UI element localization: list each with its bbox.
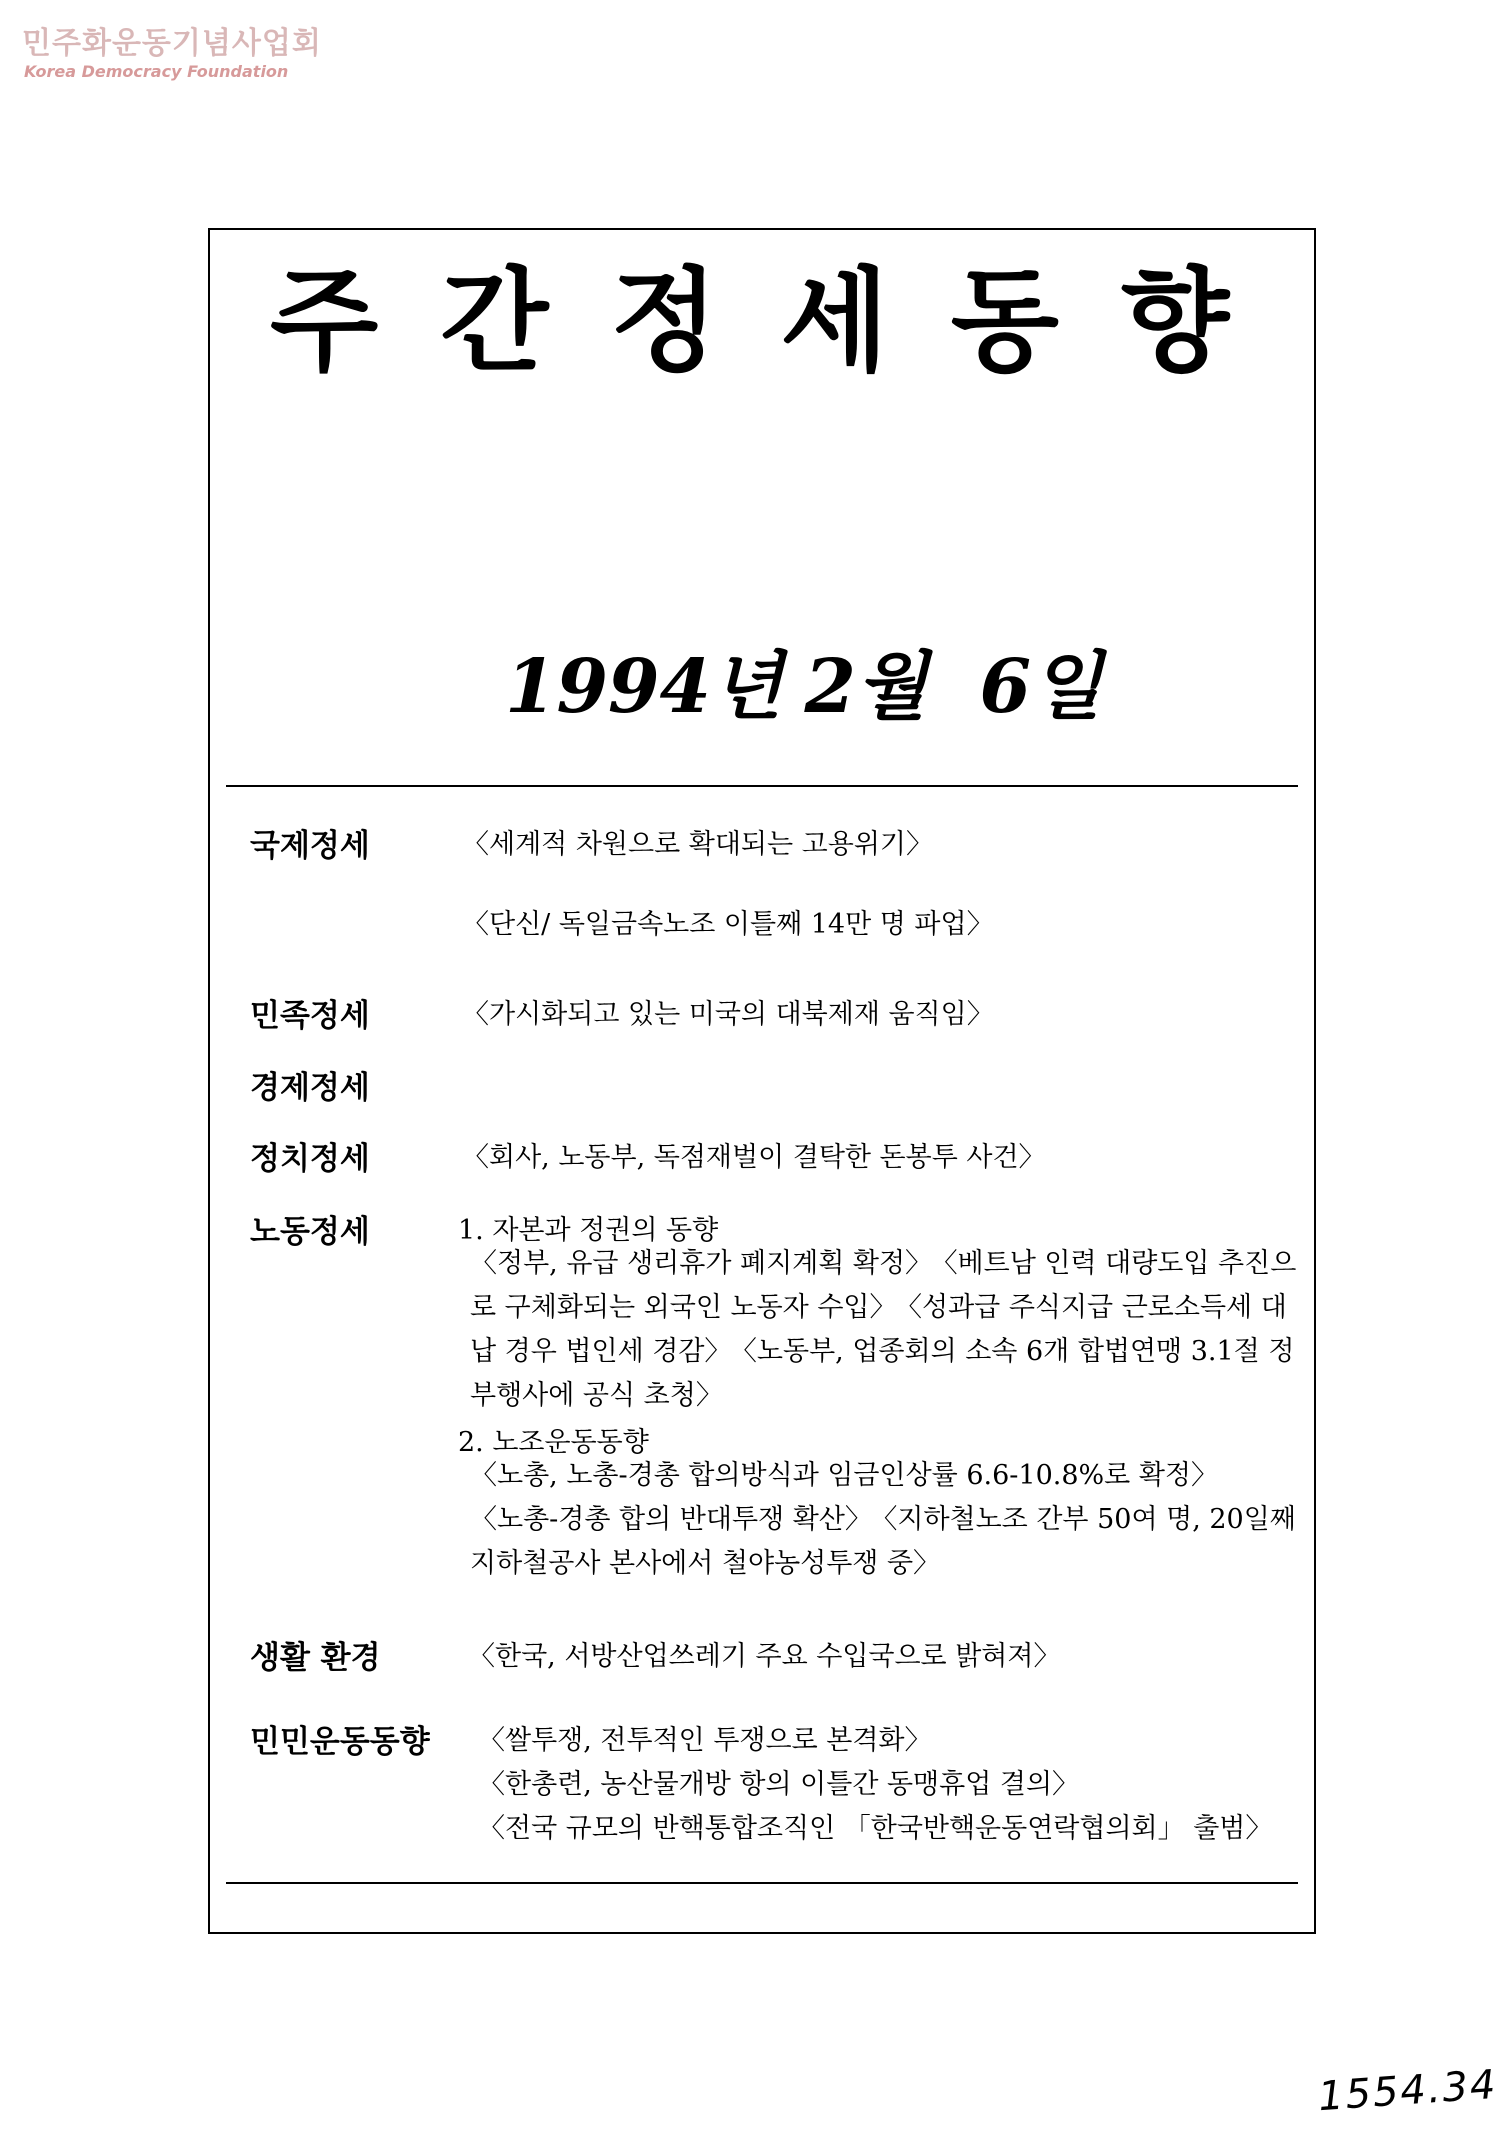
labor-sub2-item-1: 〈노총, 노총-경총 합의방식과 임금인상률 6.6-10.8%로 확정〉 — [470, 1460, 1219, 1491]
labor-sub1-items — [470, 1242, 1300, 1418]
labor-sub1-item-4: 〈노동부, 업종회의 소속 6개 합법연맹 3.1절 정부행사에 공식 초청〉 — [470, 1336, 1295, 1411]
people-item-2: 〈한총련, 농산물개방 항의 이틀간 동맹휴업 결의〉 — [478, 1769, 1080, 1800]
watermark-english: Korea Democracy Foundation — [24, 62, 289, 81]
living-item-1: 〈한국, 서방산업쓰레기 주요 수입국으로 밝혀져〉 — [468, 1641, 1061, 1672]
national-item-1: 〈가시화되고 있는 미국의 대북제재 움직임〉 — [462, 999, 994, 1030]
document-frame — [208, 228, 1316, 1934]
date-month: 2월 — [804, 644, 928, 730]
section-label-political: 정치정세 — [250, 1141, 370, 1177]
labor-sub2-item-3: 〈지하철노조 간부 50여 명, 20일째 지하철공사 본사에서 철야농성투쟁 중〉 — [470, 1504, 1296, 1579]
date-day: 6일 — [979, 644, 1103, 730]
section-label-living: 생활 환경 — [250, 1640, 381, 1676]
labor-sub2-items — [470, 1454, 1300, 1586]
international-item-2: 〈단신/ 독일금속노조 이틀째 14만 명 파업〉 — [462, 909, 994, 940]
section-label-labor: 노동정세 — [250, 1214, 370, 1250]
archive-number: 1554.34 — [1316, 2061, 1499, 2121]
people-item-1: 〈쌀투쟁, 전투적인 투쟁으로 본격화〉 — [478, 1725, 932, 1756]
main-title: 주간정세동향 — [270, 257, 1292, 387]
labor-sub2-item-2: 〈노총-경총 합의 반대투쟁 확산〉 — [470, 1504, 872, 1535]
section-label-international: 국제정세 — [250, 828, 370, 864]
labor-sub1-item-1: 〈정부, 유급 생리휴가 폐지계획 확정〉 — [470, 1248, 933, 1279]
labor-sub1-item-2: 〈베트남 인력 대량도입 추진으로 구체화되는 외국인 노동자 수입〉 — [470, 1248, 1297, 1323]
section-label-economic: 경제정세 — [250, 1070, 370, 1106]
top-divider — [226, 785, 1298, 787]
section-label-national: 민족정세 — [250, 998, 370, 1034]
labor-sub1-item-3: 〈성과급 주식지급 근로소득세 대납 경우 법인세 경감〉 — [470, 1292, 1287, 1367]
issue-date — [505, 644, 1103, 730]
watermark-korean: 민주화운동기념사업회 — [22, 26, 322, 61]
international-item-1: 〈세계적 차원으로 확대되는 고용위기〉 — [462, 829, 933, 860]
political-item-1: 〈회사, 노동부, 독점재벌이 결탁한 돈봉투 사건〉 — [462, 1142, 1046, 1173]
labor-sub1-heading: 1. 자본과 정권의 동향 — [458, 1215, 719, 1246]
section-label-people: 민민운동동향 — [250, 1724, 430, 1760]
people-item-3: 〈전국 규모의 반핵통합조직인 「한국반핵운동연락협의회」 출범〉 — [478, 1813, 1273, 1844]
bottom-divider — [226, 1882, 1298, 1884]
date-year: 1994년 — [505, 644, 783, 730]
labor-sub2-heading: 2. 노조운동동향 — [458, 1427, 649, 1458]
